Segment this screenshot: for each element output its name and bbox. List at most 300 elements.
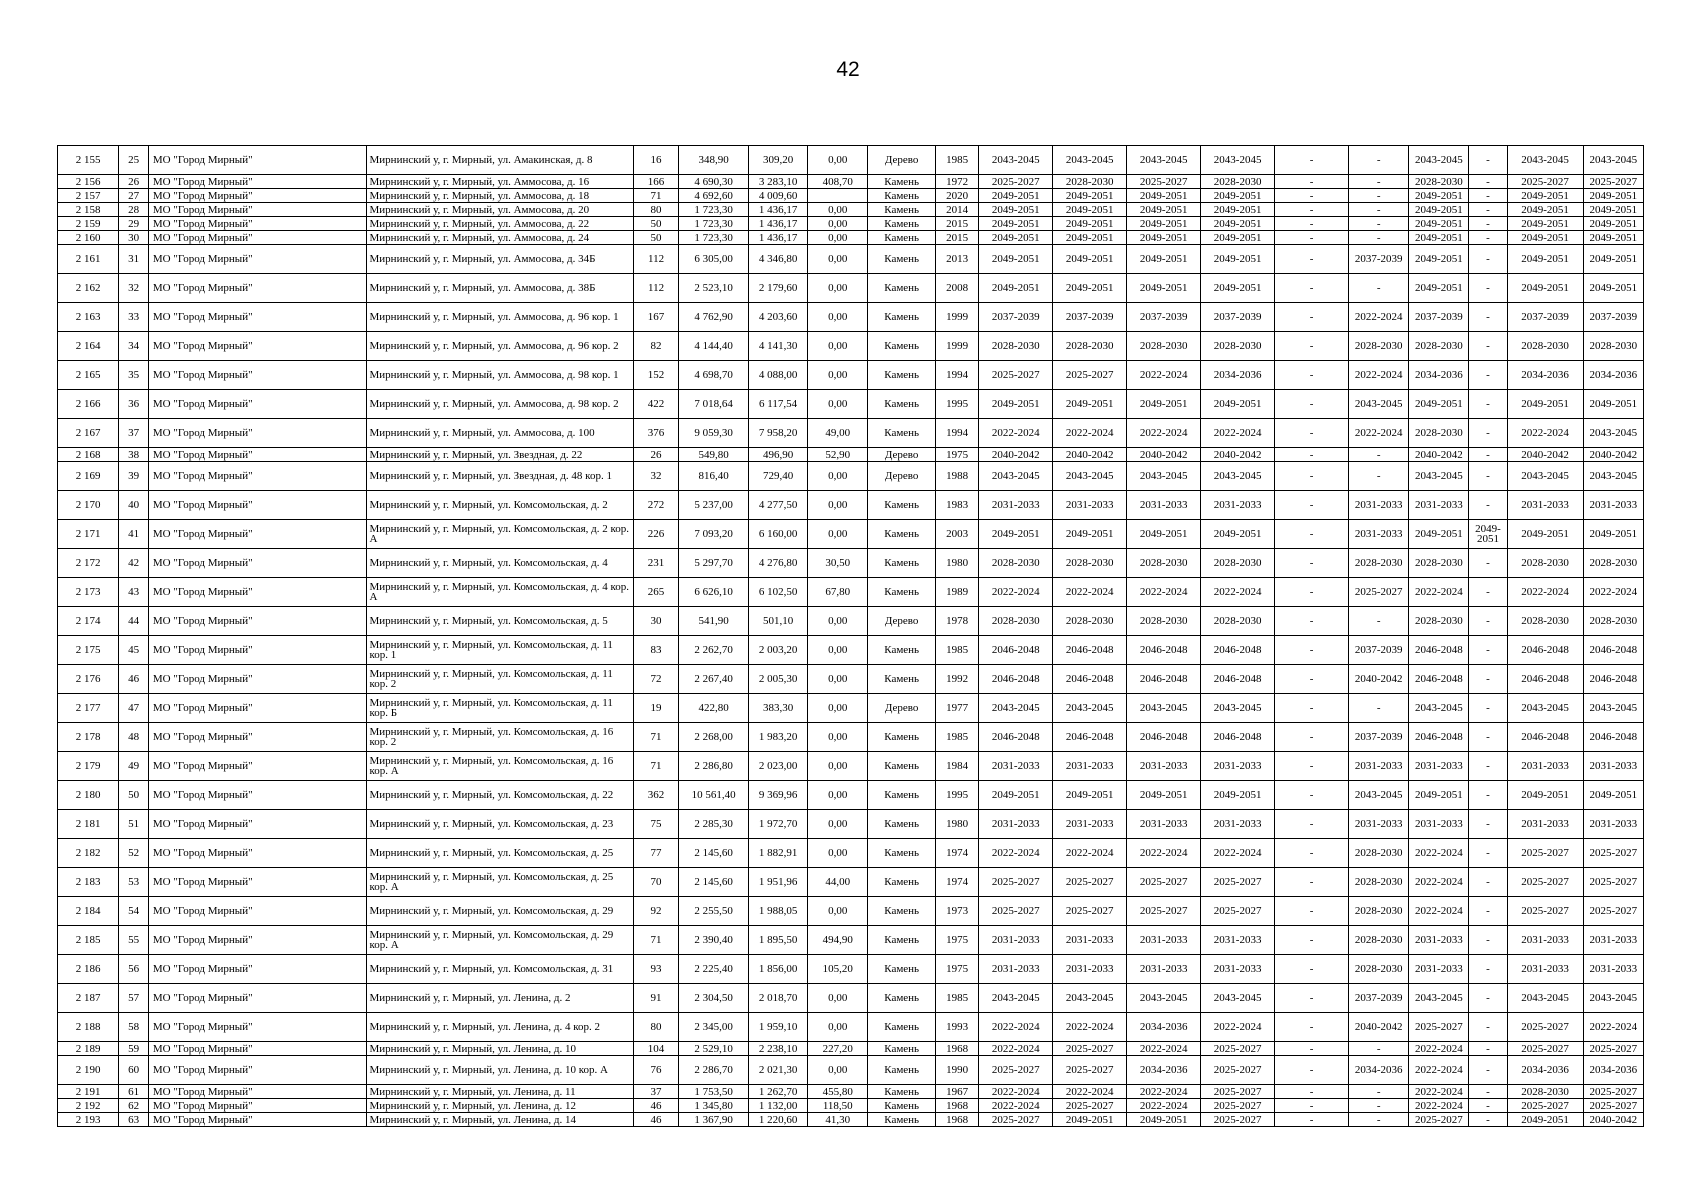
period-8-cell: - bbox=[1469, 781, 1507, 810]
period-8-cell: - bbox=[1469, 752, 1507, 781]
row-number-cell: 48 bbox=[119, 723, 149, 752]
year-built-cell: 1980 bbox=[935, 549, 978, 578]
address-cell: Мирнинский у, г. Мирный, ул. Аммосова, д. 18 bbox=[366, 189, 633, 203]
municipality-cell: МО "Город Мирный" bbox=[148, 810, 366, 839]
period-8-cell: - bbox=[1469, 607, 1507, 636]
period-2-cell: 2031-2033 bbox=[1053, 926, 1127, 955]
period-7-cell: 2049-2051 bbox=[1409, 217, 1469, 231]
period-6-cell: - bbox=[1349, 462, 1409, 491]
total-area-cell: 2 529,10 bbox=[679, 1042, 749, 1056]
address-cell: Мирнинский у, г. Мирный, ул. Комсомольская, д. 16 кор. А bbox=[366, 752, 633, 781]
table-row bbox=[58, 868, 1644, 897]
period-9-cell: 2049-2051 bbox=[1507, 390, 1583, 419]
row-number-cell: 57 bbox=[119, 984, 149, 1013]
nonresidential-area-cell: 0,00 bbox=[808, 146, 868, 175]
apartments-cell: 70 bbox=[633, 868, 678, 897]
year-built-cell: 1980 bbox=[935, 810, 978, 839]
period-3-cell: 2031-2033 bbox=[1127, 752, 1201, 781]
period-6-cell: - bbox=[1349, 175, 1409, 189]
period-6-cell: 2028-2030 bbox=[1349, 897, 1409, 926]
period-6-cell: 2040-2042 bbox=[1349, 1013, 1409, 1042]
period-4-cell: 2031-2033 bbox=[1201, 491, 1275, 520]
period-9-cell: 2031-2033 bbox=[1507, 491, 1583, 520]
row-id-cell: 2 165 bbox=[58, 361, 119, 390]
residential-area-cell: 2 003,20 bbox=[748, 636, 807, 665]
row-number-cell: 50 bbox=[119, 781, 149, 810]
period-4-cell: 2043-2045 bbox=[1201, 694, 1275, 723]
municipality-cell: МО "Город Мирный" bbox=[148, 1042, 366, 1056]
period-8-cell: - bbox=[1469, 723, 1507, 752]
total-area-cell: 2 145,60 bbox=[679, 868, 749, 897]
period-9-cell: 2031-2033 bbox=[1507, 752, 1583, 781]
row-id-cell: 2 172 bbox=[58, 549, 119, 578]
residential-area-cell: 4 346,80 bbox=[748, 245, 807, 274]
nonresidential-area-cell: 0,00 bbox=[808, 520, 868, 549]
nonresidential-area-cell: 0,00 bbox=[808, 752, 868, 781]
year-built-cell: 2014 bbox=[935, 203, 978, 217]
period-9-cell: 2043-2045 bbox=[1507, 462, 1583, 491]
period-10-cell: 2034-2036 bbox=[1583, 1056, 1643, 1085]
period-8-cell: - bbox=[1469, 926, 1507, 955]
wall-material-cell: Камень bbox=[868, 361, 936, 390]
row-id-cell: 2 173 bbox=[58, 578, 119, 607]
nonresidential-area-cell: 0,00 bbox=[808, 694, 868, 723]
period-3-cell: 2028-2030 bbox=[1127, 332, 1201, 361]
nonresidential-area-cell: 0,00 bbox=[808, 303, 868, 332]
period-9-cell: 2043-2045 bbox=[1507, 984, 1583, 1013]
period-8-cell: - bbox=[1469, 491, 1507, 520]
table-row bbox=[58, 955, 1644, 984]
address-cell: Мирнинский у, г. Мирный, ул. Ленина, д. 10 кор. А bbox=[366, 1056, 633, 1085]
nonresidential-area-cell: 0,00 bbox=[808, 217, 868, 231]
year-built-cell: 2020 bbox=[935, 189, 978, 203]
period-6-cell: 2034-2036 bbox=[1349, 1056, 1409, 1085]
period-3-cell: 2022-2024 bbox=[1127, 578, 1201, 607]
period-4-cell: 2025-2027 bbox=[1201, 1099, 1275, 1113]
period-9-cell: 2046-2048 bbox=[1507, 636, 1583, 665]
period-7-cell: 2031-2033 bbox=[1409, 752, 1469, 781]
total-area-cell: 2 523,10 bbox=[679, 274, 749, 303]
period-8-cell: - bbox=[1469, 1013, 1507, 1042]
municipality-cell: МО "Город Мирный" bbox=[148, 897, 366, 926]
address-cell: Мирнинский у, г. Мирный, ул. Комсомольская, д. 11 кор. Б bbox=[366, 694, 633, 723]
period-5-cell: - bbox=[1275, 984, 1349, 1013]
period-10-cell: 2043-2045 bbox=[1583, 694, 1643, 723]
municipality-cell: МО "Город Мирный" bbox=[148, 839, 366, 868]
residential-area-cell: 6 102,50 bbox=[748, 578, 807, 607]
wall-material-cell: Дерево bbox=[868, 462, 936, 491]
period-5-cell: - bbox=[1275, 1085, 1349, 1099]
period-2-cell: 2022-2024 bbox=[1053, 839, 1127, 868]
nonresidential-area-cell: 0,00 bbox=[808, 332, 868, 361]
wall-material-cell: Камень bbox=[868, 203, 936, 217]
row-id-cell: 2 162 bbox=[58, 274, 119, 303]
total-area-cell: 6 626,10 bbox=[679, 578, 749, 607]
period-4-cell: 2049-2051 bbox=[1201, 203, 1275, 217]
row-number-cell: 46 bbox=[119, 665, 149, 694]
table-row bbox=[58, 926, 1644, 955]
period-4-cell: 2043-2045 bbox=[1201, 462, 1275, 491]
apartments-cell: 83 bbox=[633, 636, 678, 665]
nonresidential-area-cell: 30,50 bbox=[808, 549, 868, 578]
period-10-cell: 2046-2048 bbox=[1583, 723, 1643, 752]
period-7-cell: 2046-2048 bbox=[1409, 636, 1469, 665]
period-7-cell: 2031-2033 bbox=[1409, 810, 1469, 839]
period-3-cell: 2028-2030 bbox=[1127, 607, 1201, 636]
period-8-cell: - bbox=[1469, 578, 1507, 607]
period-10-cell: 2040-2042 bbox=[1583, 448, 1643, 462]
period-5-cell: - bbox=[1275, 1013, 1349, 1042]
row-number-cell: 42 bbox=[119, 549, 149, 578]
residential-area-cell: 1 988,05 bbox=[748, 897, 807, 926]
municipality-cell: МО "Город Мирный" bbox=[148, 245, 366, 274]
period-3-cell: 2031-2033 bbox=[1127, 491, 1201, 520]
address-cell: Мирнинский у, г. Мирный, ул. Комсомольская, д. 4 кор. А bbox=[366, 578, 633, 607]
period-6-cell: 2037-2039 bbox=[1349, 636, 1409, 665]
table-row bbox=[58, 1056, 1644, 1085]
wall-material-cell: Камень bbox=[868, 897, 936, 926]
period-4-cell: 2040-2042 bbox=[1201, 448, 1275, 462]
period-1-cell: 2046-2048 bbox=[979, 723, 1053, 752]
year-built-cell: 1975 bbox=[935, 448, 978, 462]
period-1-cell: 2025-2027 bbox=[979, 1056, 1053, 1085]
total-area-cell: 4 692,60 bbox=[679, 189, 749, 203]
period-4-cell: 2028-2030 bbox=[1201, 332, 1275, 361]
row-number-cell: 58 bbox=[119, 1013, 149, 1042]
wall-material-cell: Камень bbox=[868, 955, 936, 984]
period-3-cell: 2043-2045 bbox=[1127, 462, 1201, 491]
period-1-cell: 2031-2033 bbox=[979, 926, 1053, 955]
total-area-cell: 1 345,80 bbox=[679, 1099, 749, 1113]
total-area-cell: 348,90 bbox=[679, 146, 749, 175]
period-4-cell: 2049-2051 bbox=[1201, 781, 1275, 810]
period-4-cell: 2037-2039 bbox=[1201, 303, 1275, 332]
apartments-cell: 231 bbox=[633, 549, 678, 578]
municipality-cell: МО "Город Мирный" bbox=[148, 549, 366, 578]
period-6-cell: 2031-2033 bbox=[1349, 810, 1409, 839]
period-10-cell: 2043-2045 bbox=[1583, 984, 1643, 1013]
nonresidential-area-cell: 0,00 bbox=[808, 462, 868, 491]
period-10-cell: 2040-2042 bbox=[1583, 1113, 1643, 1127]
address-cell: Мирнинский у, г. Мирный, ул. Комсомольская, д. 31 bbox=[366, 955, 633, 984]
period-2-cell: 2028-2030 bbox=[1053, 607, 1127, 636]
apartments-cell: 76 bbox=[633, 1056, 678, 1085]
municipality-cell: МО "Город Мирный" bbox=[148, 146, 366, 175]
wall-material-cell: Камень bbox=[868, 810, 936, 839]
period-8-cell: - bbox=[1469, 1042, 1507, 1056]
period-1-cell: 2043-2045 bbox=[979, 462, 1053, 491]
year-built-cell: 1975 bbox=[935, 955, 978, 984]
nonresidential-area-cell: 52,90 bbox=[808, 448, 868, 462]
wall-material-cell: Камень bbox=[868, 665, 936, 694]
period-4-cell: 2049-2051 bbox=[1201, 245, 1275, 274]
period-2-cell: 2049-2051 bbox=[1053, 390, 1127, 419]
period-3-cell: 2049-2051 bbox=[1127, 520, 1201, 549]
year-built-cell: 2015 bbox=[935, 231, 978, 245]
row-number-cell: 30 bbox=[119, 231, 149, 245]
wall-material-cell: Камень bbox=[868, 781, 936, 810]
address-cell: Мирнинский у, г. Мирный, ул. Звездная, д. 48 кор. 1 bbox=[366, 462, 633, 491]
wall-material-cell: Камень bbox=[868, 1085, 936, 1099]
row-id-cell: 2 189 bbox=[58, 1042, 119, 1056]
nonresidential-area-cell: 455,80 bbox=[808, 1085, 868, 1099]
year-built-cell: 1994 bbox=[935, 361, 978, 390]
period-4-cell: 2025-2027 bbox=[1201, 1113, 1275, 1127]
nonresidential-area-cell: 408,70 bbox=[808, 175, 868, 189]
period-8-cell: - bbox=[1469, 897, 1507, 926]
period-10-cell: 2043-2045 bbox=[1583, 462, 1643, 491]
period-8-cell: - bbox=[1469, 1056, 1507, 1085]
period-2-cell: 2022-2024 bbox=[1053, 1013, 1127, 1042]
period-5-cell: - bbox=[1275, 549, 1349, 578]
period-4-cell: 2043-2045 bbox=[1201, 984, 1275, 1013]
period-8-cell: - bbox=[1469, 1099, 1507, 1113]
total-area-cell: 2 304,50 bbox=[679, 984, 749, 1013]
address-cell: Мирнинский у, г. Мирный, ул. Комсомольская, д. 16 кор. 2 bbox=[366, 723, 633, 752]
period-1-cell: 2049-2051 bbox=[979, 231, 1053, 245]
row-number-cell: 53 bbox=[119, 868, 149, 897]
nonresidential-area-cell: 0,00 bbox=[808, 897, 868, 926]
wall-material-cell: Камень bbox=[868, 1013, 936, 1042]
year-built-cell: 1967 bbox=[935, 1085, 978, 1099]
total-area-cell: 4 762,90 bbox=[679, 303, 749, 332]
row-number-cell: 34 bbox=[119, 332, 149, 361]
period-10-cell: 2025-2027 bbox=[1583, 1085, 1643, 1099]
table-row bbox=[58, 520, 1644, 549]
row-id-cell: 2 176 bbox=[58, 665, 119, 694]
row-id-cell: 2 181 bbox=[58, 810, 119, 839]
period-8-cell: - bbox=[1469, 868, 1507, 897]
period-1-cell: 2022-2024 bbox=[979, 419, 1053, 448]
period-9-cell: 2028-2030 bbox=[1507, 607, 1583, 636]
wall-material-cell: Камень bbox=[868, 868, 936, 897]
address-cell: Мирнинский у, г. Мирный, ул. Ленина, д. 11 bbox=[366, 1085, 633, 1099]
wall-material-cell: Камень bbox=[868, 491, 936, 520]
total-area-cell: 2 268,00 bbox=[679, 723, 749, 752]
municipality-cell: МО "Город Мирный" bbox=[148, 491, 366, 520]
wall-material-cell: Камень bbox=[868, 245, 936, 274]
period-5-cell: - bbox=[1275, 491, 1349, 520]
period-1-cell: 2046-2048 bbox=[979, 636, 1053, 665]
period-9-cell: 2031-2033 bbox=[1507, 955, 1583, 984]
address-cell: Мирнинский у, г. Мирный, ул. Комсомольская, д. 11 кор. 2 bbox=[366, 665, 633, 694]
period-7-cell: 2049-2051 bbox=[1409, 390, 1469, 419]
row-number-cell: 59 bbox=[119, 1042, 149, 1056]
wall-material-cell: Камень bbox=[868, 549, 936, 578]
table-row bbox=[58, 1042, 1644, 1056]
period-4-cell: 2028-2030 bbox=[1201, 549, 1275, 578]
row-id-cell: 2 178 bbox=[58, 723, 119, 752]
period-7-cell: 2022-2024 bbox=[1409, 839, 1469, 868]
period-7-cell: 2031-2033 bbox=[1409, 926, 1469, 955]
row-id-cell: 2 158 bbox=[58, 203, 119, 217]
period-5-cell: - bbox=[1275, 636, 1349, 665]
table-row bbox=[58, 636, 1644, 665]
period-2-cell: 2028-2030 bbox=[1053, 549, 1127, 578]
row-id-cell: 2 177 bbox=[58, 694, 119, 723]
period-6-cell: - bbox=[1349, 274, 1409, 303]
residential-area-cell: 1 856,00 bbox=[748, 955, 807, 984]
row-id-cell: 2 155 bbox=[58, 146, 119, 175]
wall-material-cell: Камень bbox=[868, 1056, 936, 1085]
period-2-cell: 2022-2024 bbox=[1053, 419, 1127, 448]
residential-area-cell: 4 277,50 bbox=[748, 491, 807, 520]
apartments-cell: 112 bbox=[633, 245, 678, 274]
wall-material-cell: Камень bbox=[868, 1099, 936, 1113]
total-area-cell: 1 723,30 bbox=[679, 231, 749, 245]
period-1-cell: 2025-2027 bbox=[979, 1113, 1053, 1127]
wall-material-cell: Камень bbox=[868, 419, 936, 448]
row-id-cell: 2 160 bbox=[58, 231, 119, 245]
wall-material-cell: Камень bbox=[868, 303, 936, 332]
total-area-cell: 5 237,00 bbox=[679, 491, 749, 520]
municipality-cell: МО "Город Мирный" bbox=[148, 419, 366, 448]
apartments-cell: 152 bbox=[633, 361, 678, 390]
period-8-cell: - bbox=[1469, 462, 1507, 491]
period-7-cell: 2046-2048 bbox=[1409, 665, 1469, 694]
table-row bbox=[58, 462, 1644, 491]
row-number-cell: 28 bbox=[119, 203, 149, 217]
wall-material-cell: Камень bbox=[868, 578, 936, 607]
period-5-cell: - bbox=[1275, 189, 1349, 203]
apartments-cell: 166 bbox=[633, 175, 678, 189]
table-row bbox=[58, 448, 1644, 462]
total-area-cell: 2 225,40 bbox=[679, 955, 749, 984]
table-row bbox=[58, 578, 1644, 607]
apartments-cell: 37 bbox=[633, 1085, 678, 1099]
row-number-cell: 56 bbox=[119, 955, 149, 984]
period-2-cell: 2037-2039 bbox=[1053, 303, 1127, 332]
row-number-cell: 35 bbox=[119, 361, 149, 390]
row-id-cell: 2 180 bbox=[58, 781, 119, 810]
row-id-cell: 2 167 bbox=[58, 419, 119, 448]
period-4-cell: 2028-2030 bbox=[1201, 175, 1275, 189]
housing-table bbox=[57, 145, 1644, 1127]
address-cell: Мирнинский у, г. Мирный, ул. Аммосова, д. 16 bbox=[366, 175, 633, 189]
nonresidential-area-cell: 44,00 bbox=[808, 868, 868, 897]
total-area-cell: 5 297,70 bbox=[679, 549, 749, 578]
year-built-cell: 1983 bbox=[935, 491, 978, 520]
year-built-cell: 2003 bbox=[935, 520, 978, 549]
municipality-cell: МО "Город Мирный" bbox=[148, 1085, 366, 1099]
total-area-cell: 2 286,80 bbox=[679, 752, 749, 781]
period-10-cell: 2031-2033 bbox=[1583, 752, 1643, 781]
wall-material-cell: Камень bbox=[868, 520, 936, 549]
table-row bbox=[58, 1113, 1644, 1127]
period-6-cell: 2043-2045 bbox=[1349, 781, 1409, 810]
nonresidential-area-cell: 0,00 bbox=[808, 1013, 868, 1042]
period-10-cell: 2025-2027 bbox=[1583, 897, 1643, 926]
municipality-cell: МО "Город Мирный" bbox=[148, 1113, 366, 1127]
residential-area-cell: 1 436,17 bbox=[748, 231, 807, 245]
total-area-cell: 2 267,40 bbox=[679, 665, 749, 694]
row-number-cell: 36 bbox=[119, 390, 149, 419]
period-7-cell: 2028-2030 bbox=[1409, 419, 1469, 448]
municipality-cell: МО "Город Мирный" bbox=[148, 361, 366, 390]
period-10-cell: 2049-2051 bbox=[1583, 203, 1643, 217]
residential-area-cell: 2 005,30 bbox=[748, 665, 807, 694]
apartments-cell: 91 bbox=[633, 984, 678, 1013]
period-3-cell: 2025-2027 bbox=[1127, 897, 1201, 926]
nonresidential-area-cell: 0,00 bbox=[808, 390, 868, 419]
period-9-cell: 2028-2030 bbox=[1507, 332, 1583, 361]
period-9-cell: 2025-2027 bbox=[1507, 1013, 1583, 1042]
period-4-cell: 2022-2024 bbox=[1201, 1013, 1275, 1042]
period-6-cell: - bbox=[1349, 694, 1409, 723]
period-8-cell: - bbox=[1469, 448, 1507, 462]
address-cell: Мирнинский у, г. Мирный, ул. Аммосова, д. 98 кор. 1 bbox=[366, 361, 633, 390]
row-number-cell: 61 bbox=[119, 1085, 149, 1099]
residential-area-cell: 1 951,96 bbox=[748, 868, 807, 897]
municipality-cell: МО "Город Мирный" bbox=[148, 390, 366, 419]
nonresidential-area-cell: 0,00 bbox=[808, 839, 868, 868]
wall-material-cell: Камень bbox=[868, 1042, 936, 1056]
period-6-cell: 2031-2033 bbox=[1349, 520, 1409, 549]
period-7-cell: 2046-2048 bbox=[1409, 723, 1469, 752]
row-number-cell: 39 bbox=[119, 462, 149, 491]
period-7-cell: 2040-2042 bbox=[1409, 448, 1469, 462]
period-7-cell: 2049-2051 bbox=[1409, 189, 1469, 203]
address-cell: Мирнинский у, г. Мирный, ул. Ленина, д. 2 bbox=[366, 984, 633, 1013]
period-1-cell: 2049-2051 bbox=[979, 203, 1053, 217]
period-10-cell: 2025-2027 bbox=[1583, 1042, 1643, 1056]
period-5-cell: - bbox=[1275, 1042, 1349, 1056]
municipality-cell: МО "Город Мирный" bbox=[148, 781, 366, 810]
period-1-cell: 2022-2024 bbox=[979, 1099, 1053, 1113]
wall-material-cell: Камень bbox=[868, 752, 936, 781]
row-id-cell: 2 156 bbox=[58, 175, 119, 189]
year-built-cell: 1999 bbox=[935, 332, 978, 361]
row-number-cell: 62 bbox=[119, 1099, 149, 1113]
table-row bbox=[58, 203, 1644, 217]
row-id-cell: 2 170 bbox=[58, 491, 119, 520]
period-8-cell: - bbox=[1469, 175, 1507, 189]
row-number-cell: 27 bbox=[119, 189, 149, 203]
period-7-cell: 2049-2051 bbox=[1409, 520, 1469, 549]
period-10-cell: 2049-2051 bbox=[1583, 245, 1643, 274]
row-number-cell: 55 bbox=[119, 926, 149, 955]
apartments-cell: 30 bbox=[633, 607, 678, 636]
period-2-cell: 2049-2051 bbox=[1053, 1113, 1127, 1127]
period-2-cell: 2025-2027 bbox=[1053, 1099, 1127, 1113]
period-7-cell: 2022-2024 bbox=[1409, 897, 1469, 926]
period-6-cell: 2022-2024 bbox=[1349, 303, 1409, 332]
address-cell: Мирнинский у, г. Мирный, ул. Комсомольская, д. 29 bbox=[366, 897, 633, 926]
period-7-cell: 2028-2030 bbox=[1409, 175, 1469, 189]
table-row bbox=[58, 839, 1644, 868]
municipality-cell: МО "Город Мирный" bbox=[148, 926, 366, 955]
row-number-cell: 52 bbox=[119, 839, 149, 868]
nonresidential-area-cell: 41,30 bbox=[808, 1113, 868, 1127]
period-2-cell: 2025-2027 bbox=[1053, 868, 1127, 897]
wall-material-cell: Камень bbox=[868, 274, 936, 303]
period-3-cell: 2031-2033 bbox=[1127, 955, 1201, 984]
year-built-cell: 1989 bbox=[935, 578, 978, 607]
row-number-cell: 33 bbox=[119, 303, 149, 332]
period-1-cell: 2049-2051 bbox=[979, 217, 1053, 231]
total-area-cell: 422,80 bbox=[679, 694, 749, 723]
period-9-cell: 2025-2027 bbox=[1507, 1042, 1583, 1056]
total-area-cell: 2 262,70 bbox=[679, 636, 749, 665]
period-3-cell: 2049-2051 bbox=[1127, 189, 1201, 203]
row-id-cell: 2 168 bbox=[58, 448, 119, 462]
address-cell: Мирнинский у, г. Мирный, ул. Аммосова, д. 24 bbox=[366, 231, 633, 245]
period-4-cell: 2049-2051 bbox=[1201, 217, 1275, 231]
period-9-cell: 2028-2030 bbox=[1507, 1085, 1583, 1099]
year-built-cell: 1972 bbox=[935, 175, 978, 189]
period-2-cell: 2043-2045 bbox=[1053, 984, 1127, 1013]
municipality-cell: МО "Город Мирный" bbox=[148, 520, 366, 549]
